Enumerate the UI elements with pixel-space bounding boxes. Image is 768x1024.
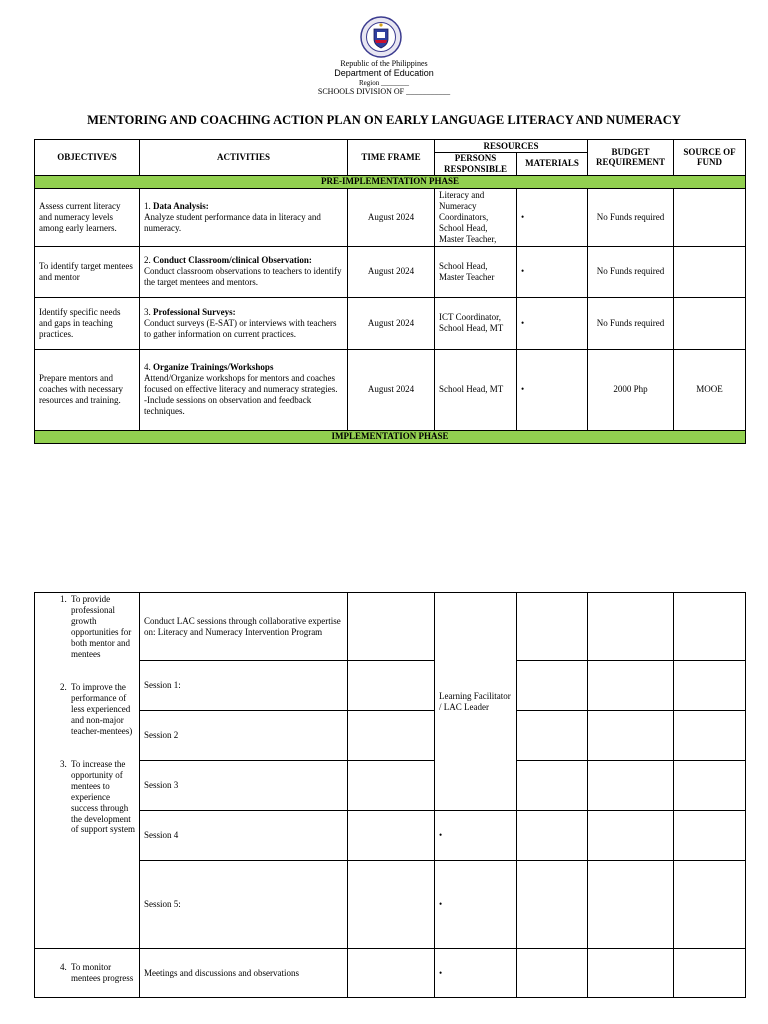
budget-cell [588,861,674,949]
source-cell: MOOE [674,349,746,430]
time-cell [348,811,435,861]
department-line: Department of Education [334,68,434,78]
budget-cell [588,711,674,761]
time-cell: August 2024 [348,188,435,246]
budget-cell [588,761,674,811]
activity-body: Analyze student performance data in literacy and numeracy. [144,211,321,233]
activity-title: Professional Surveys: [153,306,236,317]
materials-cell: • [517,349,588,430]
budget-cell [588,949,674,998]
objectives-list [39,594,135,835]
activity-cell: Session 2 [140,711,348,761]
activity-number: 2. [144,255,153,266]
activity-number: 3. [144,306,153,317]
col-budget: BUDGET REQUIREMENT [588,140,674,176]
activity-cell: Session 5: [140,861,348,949]
objective-cell: Identify specific needs and gaps in teaching practices. [35,297,140,349]
materials-cell [517,711,588,761]
materials-cell [517,661,588,711]
objective-item: 2. To improve the performance of less experienced and non-major teacher-mentees) [69,682,135,737]
time-cell [348,593,435,661]
activity-body: Attend/Organize workshops for mentors and coaches focused on effective literacy and numeracy strategies. [144,373,338,395]
budget-cell: No Funds required [588,297,674,349]
table-row [35,761,746,811]
activity-cell: Session 3 [140,761,348,811]
col-activities: ACTIVITIES [140,140,348,176]
activity-cell: Session 4 [140,811,348,861]
objective-cell: Prepare mentors and coaches with necessary resources and training. [35,349,140,430]
objective-item: 1. To provide professional growth opportunities for both mentor and mentees [69,594,135,660]
col-materials: MATERIALS [517,153,588,176]
objective-item: 4. To monitor mentees progress [69,962,135,984]
persons-cell: School Head, MT [435,349,517,430]
source-cell [674,761,746,811]
persons-cell: • [435,949,517,998]
budget-cell: No Funds required [588,188,674,246]
time-cell: August 2024 [348,297,435,349]
region-line: Region ________ [359,79,409,87]
phase-pre: PRE-IMPLEMENTATION PHASE [35,175,746,188]
activity-cell [140,246,348,297]
activity-cell: Meetings and discussions and observations [140,949,348,998]
division-line: SCHOOLS DIVISION OF ___________ [317,87,451,96]
budget-cell [588,661,674,711]
objective-cell: To identify target mentees and mentor [35,246,140,297]
table-row [35,593,746,661]
time-cell [348,861,435,949]
time-cell [348,949,435,998]
activity-cell: Conduct LAC sessions through collaborative expertise on: Literacy and Numeracy Intervention Program [140,593,348,661]
page-title: MENTORING AND COACHING ACTION PLAN ON EARLY LANGUAGE LITERACY AND NUMERACY [87,113,681,127]
time-cell [348,661,435,711]
table-row [35,711,746,761]
objective-item: 3. To increase the opportunity of mentees to experience success through the development of support system [69,759,135,836]
source-cell [674,593,746,661]
activity-cell: Session 1: [140,661,348,711]
activity-title: Data Analysis: [153,200,209,211]
activity-number: 4. [144,362,153,373]
source-cell [674,811,746,861]
source-cell [674,861,746,949]
source-cell [674,246,746,297]
materials-cell [517,949,588,998]
materials-cell [517,811,588,861]
materials-cell: • [517,297,588,349]
activity-cell [140,188,348,246]
table-row [35,949,746,998]
activity-body: Conduct surveys (E-SAT) or interviews with teachers to gather information on current practices. [144,317,337,339]
persons-cell: School Head, Master Teacher [435,246,517,297]
time-cell [348,711,435,761]
persons-cell: • [435,811,517,861]
deped-seal-icon [360,16,402,58]
budget-cell [588,593,674,661]
materials-cell [517,593,588,661]
action-plan-table [34,139,746,444]
activity-title: Organize Trainings/Workshops [153,362,274,373]
table-row [35,188,746,246]
col-source: SOURCE OF FUND [674,140,746,176]
table-row [35,661,746,711]
activity-number: 1. [144,200,153,211]
republic-line: Republic of the Philippines [340,59,428,68]
source-cell [674,188,746,246]
materials-cell: • [517,246,588,297]
col-objective: OBJECTIVE/S [35,140,140,176]
source-cell [674,297,746,349]
activity-cell [140,349,348,430]
table-row [35,349,746,430]
budget-cell: 2000 Php [588,349,674,430]
budget-cell: No Funds required [588,246,674,297]
activity-cell [140,297,348,349]
col-time-frame: TIME FRAME [348,140,435,176]
implementation-table [34,592,746,998]
col-persons: PERSONS RESPONSIBLE [435,153,517,176]
activity-body-note: -Include sessions on observation and feedback techniques. [144,395,312,417]
phase-implementation: IMPLEMENTATION PHASE [35,430,746,443]
persons-cell: ICT Coordinator, School Head, MT [435,297,517,349]
time-cell: August 2024 [348,246,435,297]
activity-title: Conduct Classroom/clinical Observation: [153,255,312,266]
time-cell: August 2024 [348,349,435,430]
materials-cell [517,761,588,811]
objectives-cell [35,593,140,949]
time-cell [348,761,435,811]
materials-cell [517,861,588,949]
objective-cell [35,949,140,998]
objective-cell: Assess current literacy and numeracy levels among early learners. [35,188,140,246]
persons-cell: • [435,861,517,949]
persons-cell: Literacy and Numeracy Coordinators, School Head, Master Teacher, [435,188,517,246]
source-cell [674,949,746,998]
table-row [35,811,746,861]
persons-cell: Learning Facilitator / LAC Leader [435,593,517,811]
table-row [35,297,746,349]
table-row [35,861,746,949]
source-cell [674,661,746,711]
materials-cell: • [517,188,588,246]
source-cell [674,711,746,761]
objectives-list [39,962,135,984]
budget-cell [588,811,674,861]
col-resources: RESOURCES [435,140,588,153]
activity-body: Conduct classroom observations to teachers to identify the target mentees and mentors. [144,266,342,288]
table-row [35,246,746,297]
